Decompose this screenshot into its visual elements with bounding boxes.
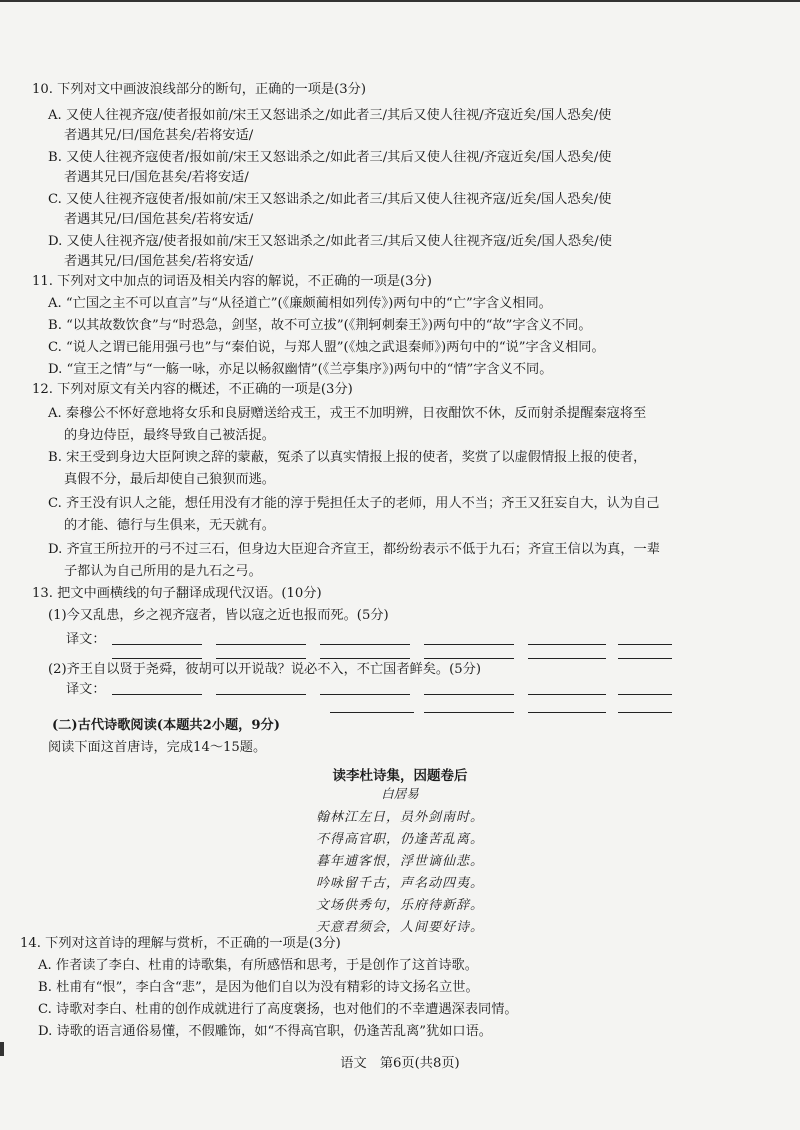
q10-option-b-line1: B. 又使人往视齐寇使者/报如前/宋王又怒诎杀之/如此者三/其后又使人往视/齐寇近矣/国人恐矣/使	[48, 150, 612, 165]
q10-option-c-line2: 者遇其兄/曰/国危甚矣/若将安适/	[64, 212, 254, 227]
q12-option-c-line2: 的才能、德行与生俱来，无天就有。	[64, 518, 275, 533]
answer-line-row	[112, 644, 672, 646]
q10-option-d-line1: D. 又使人往视齐寇/使者报如前/宋王又怒诎杀之/如此者三/其后又使人往视齐寇/近矣/国人恐矣/使	[48, 234, 612, 249]
q14-stem: 14. 下列对这首诗的理解与赏析，不正确的一项是(3分)	[20, 936, 341, 951]
q14-option-d: D. 诗歌的语言通俗易懂，不假雕饰，如“不得高官职，仍逢苦乱离”犹如口语。	[38, 1024, 492, 1039]
q10-option-c-line1: C. 又使人往视齐寇使者/报如前/宋王又怒诎杀之/如此者三/其后又使人往视齐寇/近矣/国人恐矣/使	[48, 192, 612, 207]
q14-option-a: A. 作者读了李白、杜甫的诗歌集，有所感悟和思考，于是创作了这首诗歌。	[38, 958, 478, 973]
poem-line: 吟咏留千古，声名动四夷。	[315, 876, 484, 891]
q14-option-c: C. 诗歌对李白、杜甫的创作成就进行了高度褒扬，也对他们的不幸遭遇深表同情。	[38, 1002, 518, 1017]
q10-option-d-line2: 者遇其兄/曰/国危甚矣/若将安适/	[64, 254, 254, 269]
q14-option-b: B. 杜甫有“恨”，李白含“悲”，是因为他们自以为没有精彩的诗文扬名立世。	[38, 980, 479, 995]
q11-option-a: A. “亡国之主不可以直言”与“从径道亡”(《廉颇蔺相如列传》)两句中的“亡”字含义相同。	[48, 296, 552, 311]
poem-line: 文场供秀句，乐府待新辞。	[315, 898, 484, 913]
q13-sentence-1: (1)今又乱患，乡之视齐寇者，皆以寇之近也报而死。(5分)	[48, 608, 389, 623]
section-intro: 阅读下面这首唐诗，完成14～15题。	[48, 740, 267, 755]
poem-line: 翰林江左日，员外剑南时。	[315, 810, 484, 825]
q11-option-c: C. “说人之谓已能用强弓也”与“秦伯说，与郑人盟”(《烛之武退秦师》)两句中的“说”字含义相同。	[48, 340, 605, 355]
q10-stem: 10. 下列对文中画波浪线部分的断句，正确的一项是(3分)	[32, 82, 366, 97]
poem-title: 读李杜诗集，因题卷后	[332, 768, 468, 784]
q10-option-b-line2: 者遇其兄曰/国危甚矣/若将安适/	[64, 170, 249, 185]
q10-option-a-line2: 者遇其兄/曰/国危甚矣/若将安适/	[64, 128, 254, 143]
poem-line: 天意君须会，人间要好诗。	[315, 920, 484, 935]
q13-translation-label-2: 译文：	[66, 682, 106, 697]
q12-option-d-line2: 子都认为自己所用的是九石之弓。	[64, 564, 262, 579]
section-heading: (二)古代诗歌阅读(本题共2小题，9分)	[52, 718, 280, 733]
answer-line-row	[112, 694, 672, 696]
q10-option-a-line1: A. 又使人往视齐寇/使者报如前/宋王又怒诎杀之/如此者三/其后又使人往视/齐寇近矣/国人恐矣/使	[48, 108, 612, 123]
q11-option-b: B. “以其故数饮食”与“时恐急，剑坚，故不可立拔”(《荆轲刺秦王》)两句中的“故”字含义不同。	[48, 318, 592, 333]
q12-stem: 12. 下列对原文有关内容的概述，不正确的一项是(3分)	[32, 382, 353, 397]
q11-option-d: D. “宣王之情”与“一觞一咏，亦足以畅叙幽情”(《兰亭集序》)两句中的“情”字含义不同。	[48, 362, 553, 377]
q13-translation-label-1: 译文：	[66, 632, 106, 647]
answer-line-row	[112, 712, 672, 714]
poem-line: 暮年逋客恨，浮世谪仙悲。	[315, 854, 484, 869]
scan-edge-line	[0, 0, 800, 2]
q11-stem: 11. 下列对文中加点的词语及相关内容的解说，不正确的一项是(3分)	[32, 274, 432, 289]
q13-stem: 13. 把文中画横线的句子翻译成现代汉语。(10分)	[32, 586, 322, 601]
poem-author: 白居易	[381, 786, 419, 801]
poem-line: 不得高官职，仍逢苦乱离。	[315, 832, 484, 847]
q12-option-a-line2: 的身边侍臣，最终导致自己被活捉。	[64, 428, 275, 443]
q12-option-d-line1: D. 齐宣王所拉开的弓不过三石，但身边大臣迎合齐宣王，都纷纷表示不低于九石；齐宣王信以为真，一辈	[48, 542, 660, 557]
q12-option-b-line2: 真假不分，最后却使自己狼狈而逃。	[64, 472, 275, 487]
q12-option-b-line1: B. 宋王受到身边大臣阿谀之辞的蒙蔽，冤杀了以真实情报上报的使者，奖赏了以虚假情报上报的使者，	[48, 450, 647, 465]
q12-option-a-line1: A. 秦穆公不怀好意地将女乐和良厨赠送给戎王，戎王不加明辨，日夜酣饮不休，反而射杀提醒秦寇将至	[48, 406, 647, 421]
q12-option-c-line1: C. 齐王没有识人之能，想任用没有才能的淳于髡担任太子的老师，用人不当；齐王又狂妄自大，认为自己	[48, 496, 660, 511]
q13-sentence-2: (2)齐王自以贤于尧舜，彼胡可以开说哉？说必不入，不亡国者鲜矣。(5分)	[48, 662, 481, 677]
page-footer: 语文 第6页(共8页)	[340, 1056, 460, 1071]
